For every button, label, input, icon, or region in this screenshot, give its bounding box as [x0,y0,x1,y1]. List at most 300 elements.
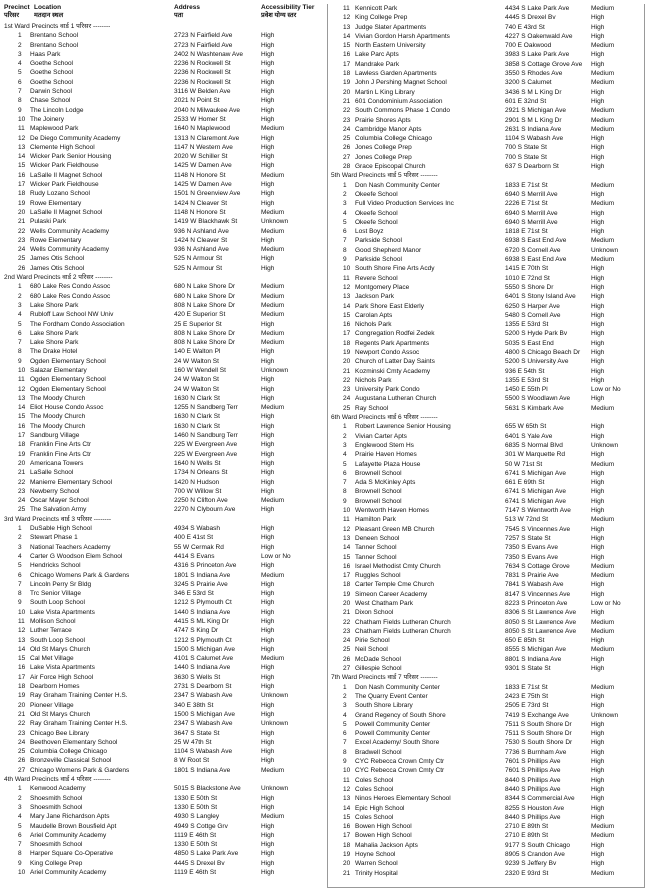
accessibility-tier: High [591,218,605,226]
header-address [174,4,261,22]
address: 8223 S Princeton Ave [505,600,568,607]
table-row [4,134,322,143]
table-row [331,776,644,785]
precinct-number: 22 [18,478,26,486]
accessibility-tier: Medium [591,516,615,524]
precinct-number: 20 [343,88,351,96]
precinct-number: 14 [343,302,351,310]
address: 4949 S Cottge Grv [174,822,228,830]
location-name: Rudy Lozano School [30,190,90,198]
address: 1424 N Cleaver St [174,199,228,207]
table-row [4,859,322,868]
table-row [331,534,644,543]
accessibility-tier: Medium [591,823,615,831]
location-name: Wicker Park Senior Housing [30,153,112,161]
precinct-number: 14 [18,404,26,412]
table-row [4,422,322,431]
accessibility-tier: High [591,665,605,673]
location-name: The Drake Hotel [30,348,78,356]
location-name: Oscar Mayer School [30,497,89,505]
table-row [4,822,322,831]
accessibility-tier: High [591,163,605,171]
accessibility-tier: High [591,655,605,663]
address: 7511 S South Shore Dr [505,720,572,728]
precinct-number: 8 [343,748,347,756]
table-row [331,404,644,413]
table-row [331,246,644,255]
accessibility-tier: High [261,441,275,449]
location-name: Prairie Haven Homes [355,451,417,459]
table-row [331,394,644,403]
precinct-number: 8 [18,97,22,105]
location-name: De Diego Community Academy [30,134,121,142]
precinct-number: 7 [18,580,22,588]
table-row [331,116,644,125]
accessibility-tier: High [591,776,605,784]
precinct-number: 16 [18,664,26,672]
header-precinct-en: Precinct [4,4,30,11]
location-name: James Otis School [30,264,85,272]
address: 9301 S State St [505,665,551,673]
address: 3116 W Belden Ave [174,88,231,96]
address: 400 E 41st St [174,534,214,542]
table-row [4,292,322,301]
precinct-number: 10 [18,869,26,877]
location-name: Newberry School [30,487,80,495]
precinct-number: 5 [343,218,347,226]
address: 1801 S Indiana Ave [174,766,231,774]
address: 1500 S Michigan Ave [174,710,235,718]
precinct-number: 15 [343,311,351,319]
accessibility-tier: High [591,702,605,710]
location-name: Wentworth Haven Homes [355,507,429,515]
table-row [331,813,644,822]
address: 2723 N Fairfield Ave [174,32,233,40]
accessibility-tier: High [261,506,275,514]
precinct-number: 10 [18,366,26,374]
address: 8050 S St Lawrence Ave [505,627,577,635]
accessibility-tier: High [261,255,275,263]
address: 8801 S Indiana Ave [505,655,562,663]
location-name: Old St Marys Church [30,710,91,718]
address: 2226 E 71st St [505,200,548,208]
accessibility-tier: High [261,534,275,542]
precinct-number: 10 [18,608,26,616]
precinct-number: 8 [18,348,22,356]
accessibility-tier: High [591,376,605,384]
precinct-number: 12 [18,134,26,142]
address: 808 N Lake Shore Dr [174,329,236,337]
accessibility-tier: High [261,320,275,328]
address: 8344 S Commercial Ave [505,795,575,803]
table-row [4,161,322,170]
location-name: Okeefe School [355,218,398,226]
precinct-number: 1 [18,283,22,291]
location-name: Brownell School [355,488,402,496]
address: 1501 N Greenview Ave [174,190,241,198]
address: 1119 E 46th St [174,831,217,839]
precinct-number: 2 [343,190,347,198]
table-row [331,218,644,227]
location-name: Goethe School [30,60,74,68]
precinct-number: 11 [18,376,25,384]
table-row [4,589,322,598]
location-name: Wells Community Academy [30,246,109,254]
address: 7601 S Phillips Ave [505,758,561,766]
location-name: Brentano School [30,41,79,49]
location-name: South Loop School [30,636,85,644]
address: 6835 S Normal Blvd [505,441,563,449]
table-row [4,412,322,421]
address: 8440 S Phillips Ave [505,813,561,821]
accessibility-tier: High [591,274,605,282]
address: 1313 N Claremont Ave [174,134,240,142]
accessibility-tier: Medium [591,70,615,78]
precinct-number: 6 [343,730,347,738]
precinct-number: 11 [343,516,350,524]
precinct-number: 4 [18,311,22,319]
precinct-number: 14 [18,645,26,653]
accessibility-tier: High [591,767,605,775]
location-name: Gillespie School [355,665,402,673]
accessibility-tier: High [591,60,605,68]
address: 2631 S Indiana Ave [505,125,562,133]
accessibility-tier: High [261,822,275,830]
address: 4415 S ML King Dr [174,618,229,625]
accessibility-tier: High [591,228,605,236]
ward-section-heading: 5th Ward Precincts वार्ड 5 परिसर -------- [331,172,438,180]
accessibility-tier: Medium [261,171,285,179]
address: 24 W Walton St [174,376,219,384]
accessibility-tier: Unknown [261,785,289,793]
address: 1425 W Damen Ave [174,181,232,189]
location-name: Ariel Community Academy [30,869,107,877]
accessibility-tier: High [261,590,275,598]
table-row [331,822,644,831]
precinct-number: 16 [18,171,26,179]
accessibility-tier: Low or No [261,552,291,560]
address: 661 E 69th St [505,479,545,487]
table-row [331,32,644,41]
accessibility-tier: High [261,683,275,691]
table-row [4,310,322,319]
accessibility-tier: High [591,525,605,533]
table-row [4,189,322,198]
accessibility-tier: High [591,590,605,598]
address: 637 S Dearborn St [505,163,559,171]
table-row [331,125,644,134]
accessibility-tier: Medium [261,404,285,412]
location-name: The Moody Church [30,394,86,402]
location-name: Darwin School [30,88,72,96]
precinct-number: 9 [343,758,347,766]
precinct-number: 2 [18,292,22,300]
table-row [4,766,322,775]
address: 8147 S Vincennes Ave [505,590,571,598]
precinct-number: 14 [343,32,351,40]
precinct-number: 3 [343,702,347,710]
address: 346 E 53rd St [174,590,214,598]
location-name: King College Prep [355,14,408,22]
address: 6741 S Michigan Ave [505,497,566,505]
location-name: Wicker Park Fieldhouse [30,162,99,170]
address: 3436 S M L King Dr [505,88,562,96]
accessibility-tier: High [591,497,605,505]
table-row [4,320,322,329]
location-name: The Joinery [30,115,64,123]
location-name: Coles School [355,813,394,821]
table-row [331,190,644,199]
location-name: Beethoven Elementary School [30,738,118,746]
location-name: Goethe School [30,69,74,77]
location-name: 680 Lake Res Condo Assoc [30,283,111,291]
location-name: Jones College Prep [355,144,412,152]
precinct-number: 8 [18,590,22,598]
precinct-number: 17 [18,673,26,681]
address: 1420 N Hudson [174,478,220,486]
table-row [4,403,322,412]
accessibility-tier: High [591,144,605,152]
precinct-number: 27 [18,766,26,774]
table-row [331,236,644,245]
table-row [4,227,322,236]
table-row [331,636,644,645]
location-name: Judge Slater Apartments [355,23,427,31]
location-name: Vivian Carter Apts [355,432,407,440]
accessibility-tier: Medium [261,301,285,309]
table-row [331,599,644,608]
table-row [4,812,322,821]
address: 6401 S Stony Island Ave [505,293,576,301]
table-row [331,348,644,357]
address: 808 N Lake Shore Dr [174,301,236,309]
precinct-number: 27 [343,665,351,673]
location-name: Haas Park [30,50,61,58]
address: 5500 S Woodlawn Ave [505,395,571,403]
accessibility-tier: Medium [261,311,285,319]
precinct-number: 19 [343,79,351,87]
location-name: Warren School [355,860,398,868]
precinct-number: 11 [343,776,350,784]
location-name: Pioneer Village [30,701,74,709]
accessibility-tier: High [591,637,605,645]
location-name: Augustana Lutheran Church [355,395,437,403]
accessibility-tier: High [591,692,605,700]
address: 1640 N Wells St [174,459,221,467]
location-name: Hoyne School [355,851,396,859]
table-row [331,869,644,878]
address: 4934 S Wabash [174,525,221,533]
address: 6741 S Michigan Ave [505,488,566,496]
precinct-number: 19 [18,199,26,207]
location-name: University Park Condo [355,386,420,394]
precinct-number: 23 [18,487,26,495]
accessibility-tier: Medium [591,107,615,115]
address: 1010 E 72nd St [505,274,550,282]
address: 7350 S Evans Ave [505,553,559,561]
table-row [331,655,644,664]
accessibility-tier: High [261,525,275,533]
location-name: John J Pershing Magnet School [355,79,447,87]
accessibility-tier: High [591,804,605,812]
table-row [331,701,644,710]
address: 700 E Oakwood [505,42,552,50]
table-header [4,4,322,22]
accessibility-tier: Medium [591,562,615,570]
location-name: Jackson Park [355,293,395,301]
table-row [4,478,322,487]
location-name: CYC Rebecca Crown Cmty Ctr [355,758,445,766]
accessibility-tier: Medium [591,42,615,50]
table-row [331,460,644,469]
precinct-number: 24 [18,497,26,505]
location-name: DuSable High School [30,525,92,533]
table-row [4,849,322,858]
table-row [4,580,322,589]
accessibility-tier: High [261,162,275,170]
address: 4316 S Princeton Ave [174,562,237,570]
location-name: Regents Park Apartments [355,339,430,347]
table-row [4,701,322,710]
table-row [4,124,322,133]
accessibility-tier: High [261,78,275,86]
table-row [4,682,322,691]
table-row [4,431,322,440]
precinct-number: 26 [343,144,351,152]
precinct-number: 14 [343,544,351,552]
header-tier-hi: प्रवेश योग्य स्तर [261,12,297,20]
header-address-hi: पता [174,12,184,20]
accessibility-tier: High [261,701,275,709]
address: 1440 S Indiana Ave [174,664,231,672]
location-name: 601 Condominium Association [355,97,443,105]
location-name: The Lincoln Lodge [30,106,84,114]
precinct-number: 23 [343,116,351,124]
table-row [4,245,322,254]
table-row [4,691,322,700]
header-tier-en: Accessibility Tier [261,4,315,11]
ward-section-heading: 3rd Ward Precincts वार्ड 3 परिसर -------- [4,515,112,523]
precinct-number: 12 [343,14,351,22]
table-row [4,143,322,152]
address: 1640 N Maplewood [174,125,231,133]
accessibility-tier: High [261,710,275,718]
address: 1419 W Blackhawk St [174,218,238,226]
precinct-number: 21 [343,869,351,877]
table-row [331,60,644,69]
accessibility-tier: Unknown [591,711,619,719]
accessibility-tier: High [261,153,275,161]
table-row [4,301,322,310]
accessibility-tier: Medium [591,646,615,654]
precinct-number: 1 [343,181,347,189]
address: 1119 E 46th St [174,869,217,877]
precinct-number: 20 [18,208,26,216]
precinct-number: 6 [18,78,22,86]
accessibility-tier: High [261,69,275,77]
location-name: Maplewood Park [30,125,79,133]
precinct-number: 22 [343,376,351,384]
address: 1450 E 55th Pl [505,386,548,394]
address: 7634 S Cottage Grove [505,562,570,570]
table-row [331,357,644,366]
address: 2921 S Michigan Ave [505,107,566,115]
location-name: Kennicott Park [355,5,398,12]
precinct-number: 1 [343,683,347,691]
accessibility-tier: High [591,609,605,617]
accessibility-tier: High [591,283,605,291]
precinct-number: 15 [343,553,351,561]
address: 6401 S Yale Ave [505,432,553,440]
precinct-number: 23 [18,236,26,244]
location-name: Maudelle Brown Bousfield Apt [30,822,117,830]
location-name: Tanner School [355,544,397,552]
location-name: Ninos Heroes Elementary School [355,795,451,803]
precinct-number: 18 [343,70,351,78]
precinct-number: 5 [18,69,22,77]
address: 1818 E 71st St [505,228,548,236]
precinct-number: 5 [18,320,22,328]
table-row [331,88,644,97]
precinct-number: 19 [343,348,351,356]
table-row [4,106,322,115]
accessibility-tier: High [591,311,605,319]
address: 5015 S Blackstone Ave [174,785,241,793]
precinct-number: 24 [343,395,351,403]
address: 936 E 54th St [505,367,545,375]
address: 4850 S Lake Park Ave [174,850,239,858]
accessibility-tier: High [261,376,275,384]
address: 6938 S East End Ave [505,237,567,245]
precinct-number: 3 [18,803,22,811]
table-row [4,719,322,728]
precinct-number: 4 [343,209,347,217]
location-name: Coles School [355,785,394,793]
precinct-number: 6 [18,831,22,839]
accessibility-tier: High [261,645,275,653]
location-name: North Eastern University [355,42,426,50]
precinct-number: 11 [343,5,350,12]
location-name: Deneen School [355,534,400,542]
accessibility-tier: High [591,758,605,766]
accessibility-tier: High [261,115,275,123]
accessibility-tier: Medium [261,766,285,774]
header-location [34,4,174,22]
location-name: King College Prep [30,859,83,867]
address: 3550 S Rhodes Ave [505,70,563,78]
location-name: Clemente High School [30,143,95,151]
table-row [331,134,644,143]
location-name: Prairie Shores Apts [355,116,411,124]
table-row [4,803,322,812]
location-name: Air Force High School [30,673,94,681]
accessibility-tier: High [261,41,275,49]
accessibility-tier: High [591,553,605,561]
table-row [4,338,322,347]
address: 5480 S Cornell Ave [505,311,561,319]
ward-section-heading: 1st Ward Precincts वार्ड 1 परिसर -------- [4,23,111,30]
accessibility-tier: High [591,507,605,515]
table-row [4,608,322,617]
table-row [4,543,322,552]
address: 2021 N Point St [174,97,220,105]
location-name: Old St Marys Church [30,645,91,653]
address: 1148 N Honore St [174,208,226,216]
table-row [331,385,644,394]
precinct-number: 3 [18,50,22,58]
accessibility-tier: Medium [261,227,285,235]
address: 7601 S Phillips Ave [505,767,561,775]
